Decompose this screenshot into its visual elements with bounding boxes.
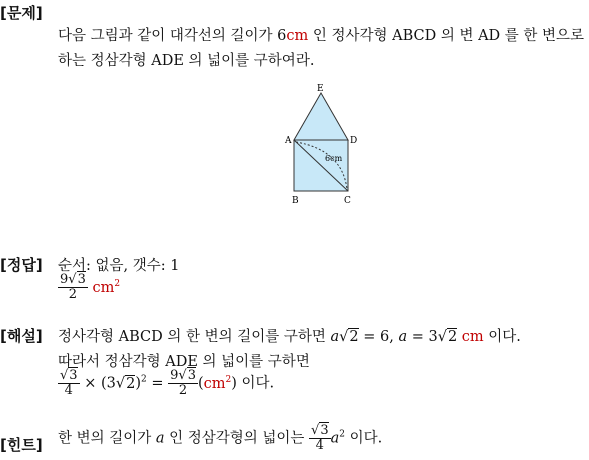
answer-value (58, 273, 120, 302)
solution-frac-2: $\frac{9√3}{2}$ (170, 368, 196, 398)
answer-fraction: $\frac{9√3}{2}$ (60, 272, 86, 302)
hint-text-a: 한 변의 길이가 (58, 430, 152, 447)
label-d: D (350, 136, 358, 146)
answer-label: [정답] (0, 256, 43, 274)
solution-l3-eq: = (151, 375, 164, 392)
solution-l3-unit-exp: 2 (225, 374, 232, 385)
answer-den: 2 (68, 287, 78, 302)
solution-l1-end: 이다. (488, 329, 521, 345)
solution-l1-rad: 2 (349, 329, 359, 345)
problem-line-2: 하는 정삼각형 ADE 의 넓이를 구하여라. (58, 53, 315, 69)
solution-frac1-den: 4 (64, 383, 73, 398)
hint-exp: 2 (339, 429, 345, 440)
solution-line-2: 따라서 정삼각형 ADE 의 넓이를 구하면 (58, 354, 310, 370)
hint-fraction: $\frac{√3}{4}$ (311, 423, 329, 453)
geometry-figure (282, 80, 362, 210)
label-a: A (285, 136, 292, 146)
solution-l3-unit (204, 376, 232, 392)
answer-unit (92, 280, 120, 296)
solution-l1-text: 정사각형 ABCD 의 한 변의 길이를 구하면 (58, 329, 326, 345)
solution-l3-unit-text: cm (203, 375, 226, 392)
diagonal-length-label: 6cm (325, 154, 343, 163)
solution-l1-var2: a (398, 329, 408, 345)
hint-text-c: 이다. (349, 430, 383, 447)
answer-unit-text: cm (92, 279, 115, 296)
solution-line-1: 정사각형 ABCD 의 한 변의 길이를 구하면 a√2 = 6, a = 3√2 cm 이다. (58, 329, 521, 345)
solution-label: [해설] (0, 327, 43, 345)
solution-l1-var: a (330, 329, 340, 345)
answer-unit-exp: 2 (114, 278, 121, 289)
solution-frac2-den: 2 (178, 383, 188, 398)
solution-l1-unit: cm (461, 329, 484, 345)
triangle-ade (294, 93, 348, 140)
hint-var: a (155, 430, 165, 447)
hint-text-b: 인 정삼각형의 넓이는 (169, 430, 305, 447)
hint-line (58, 424, 382, 453)
label-b: B (292, 196, 299, 206)
solution-l3-rad: 2 (126, 375, 136, 392)
problem-text-b: 인 정사각형 ABCD 의 변 AD 를 한 변으로 (312, 28, 585, 44)
label-e: E (317, 84, 324, 94)
solution-frac-1: $\frac{√3}{4}$ (60, 368, 78, 398)
answer-num-radicand: 3 (77, 272, 86, 287)
solution-l1-eq2: = 3 (411, 329, 438, 345)
problem-unit: cm (286, 28, 309, 44)
solution-l3-close: ) (135, 375, 141, 392)
solution-l3-end: 이다. (241, 375, 275, 392)
problem-label: [문제] (0, 4, 43, 22)
answer-info: 순서: 없음, 갯수: 1 (58, 258, 180, 274)
problem-text-a: 다음 그림과 같이 대각선의 길이가 6 (58, 28, 287, 44)
solution-frac2-rad: 3 (187, 368, 196, 383)
hint-frac-den: 4 (315, 438, 324, 453)
hint-var2: a (330, 430, 340, 447)
solution-l3-mid: × (3 (84, 375, 116, 392)
label-c: C (344, 196, 351, 206)
problem-line-1 (58, 24, 584, 45)
answer-num-coef: 9 (60, 272, 69, 287)
solution-line-3: $\frac{√3}{4}$ × $(3√2)^2$ = $\frac{9√3}{2}$ $(cm^2)$ 이다. (60, 368, 275, 398)
hint-frac-rad: 3 (320, 423, 329, 438)
solution-frac1-rad: 3 (69, 368, 78, 383)
hint-label: [힌트] (0, 436, 43, 454)
solution-l1-eq1: = 6, (363, 329, 394, 345)
solution-frac2-coef: 9 (170, 368, 179, 383)
solution-l3-exp: 2 (141, 374, 147, 385)
solution-l1-rad2: 2 (447, 329, 458, 345)
